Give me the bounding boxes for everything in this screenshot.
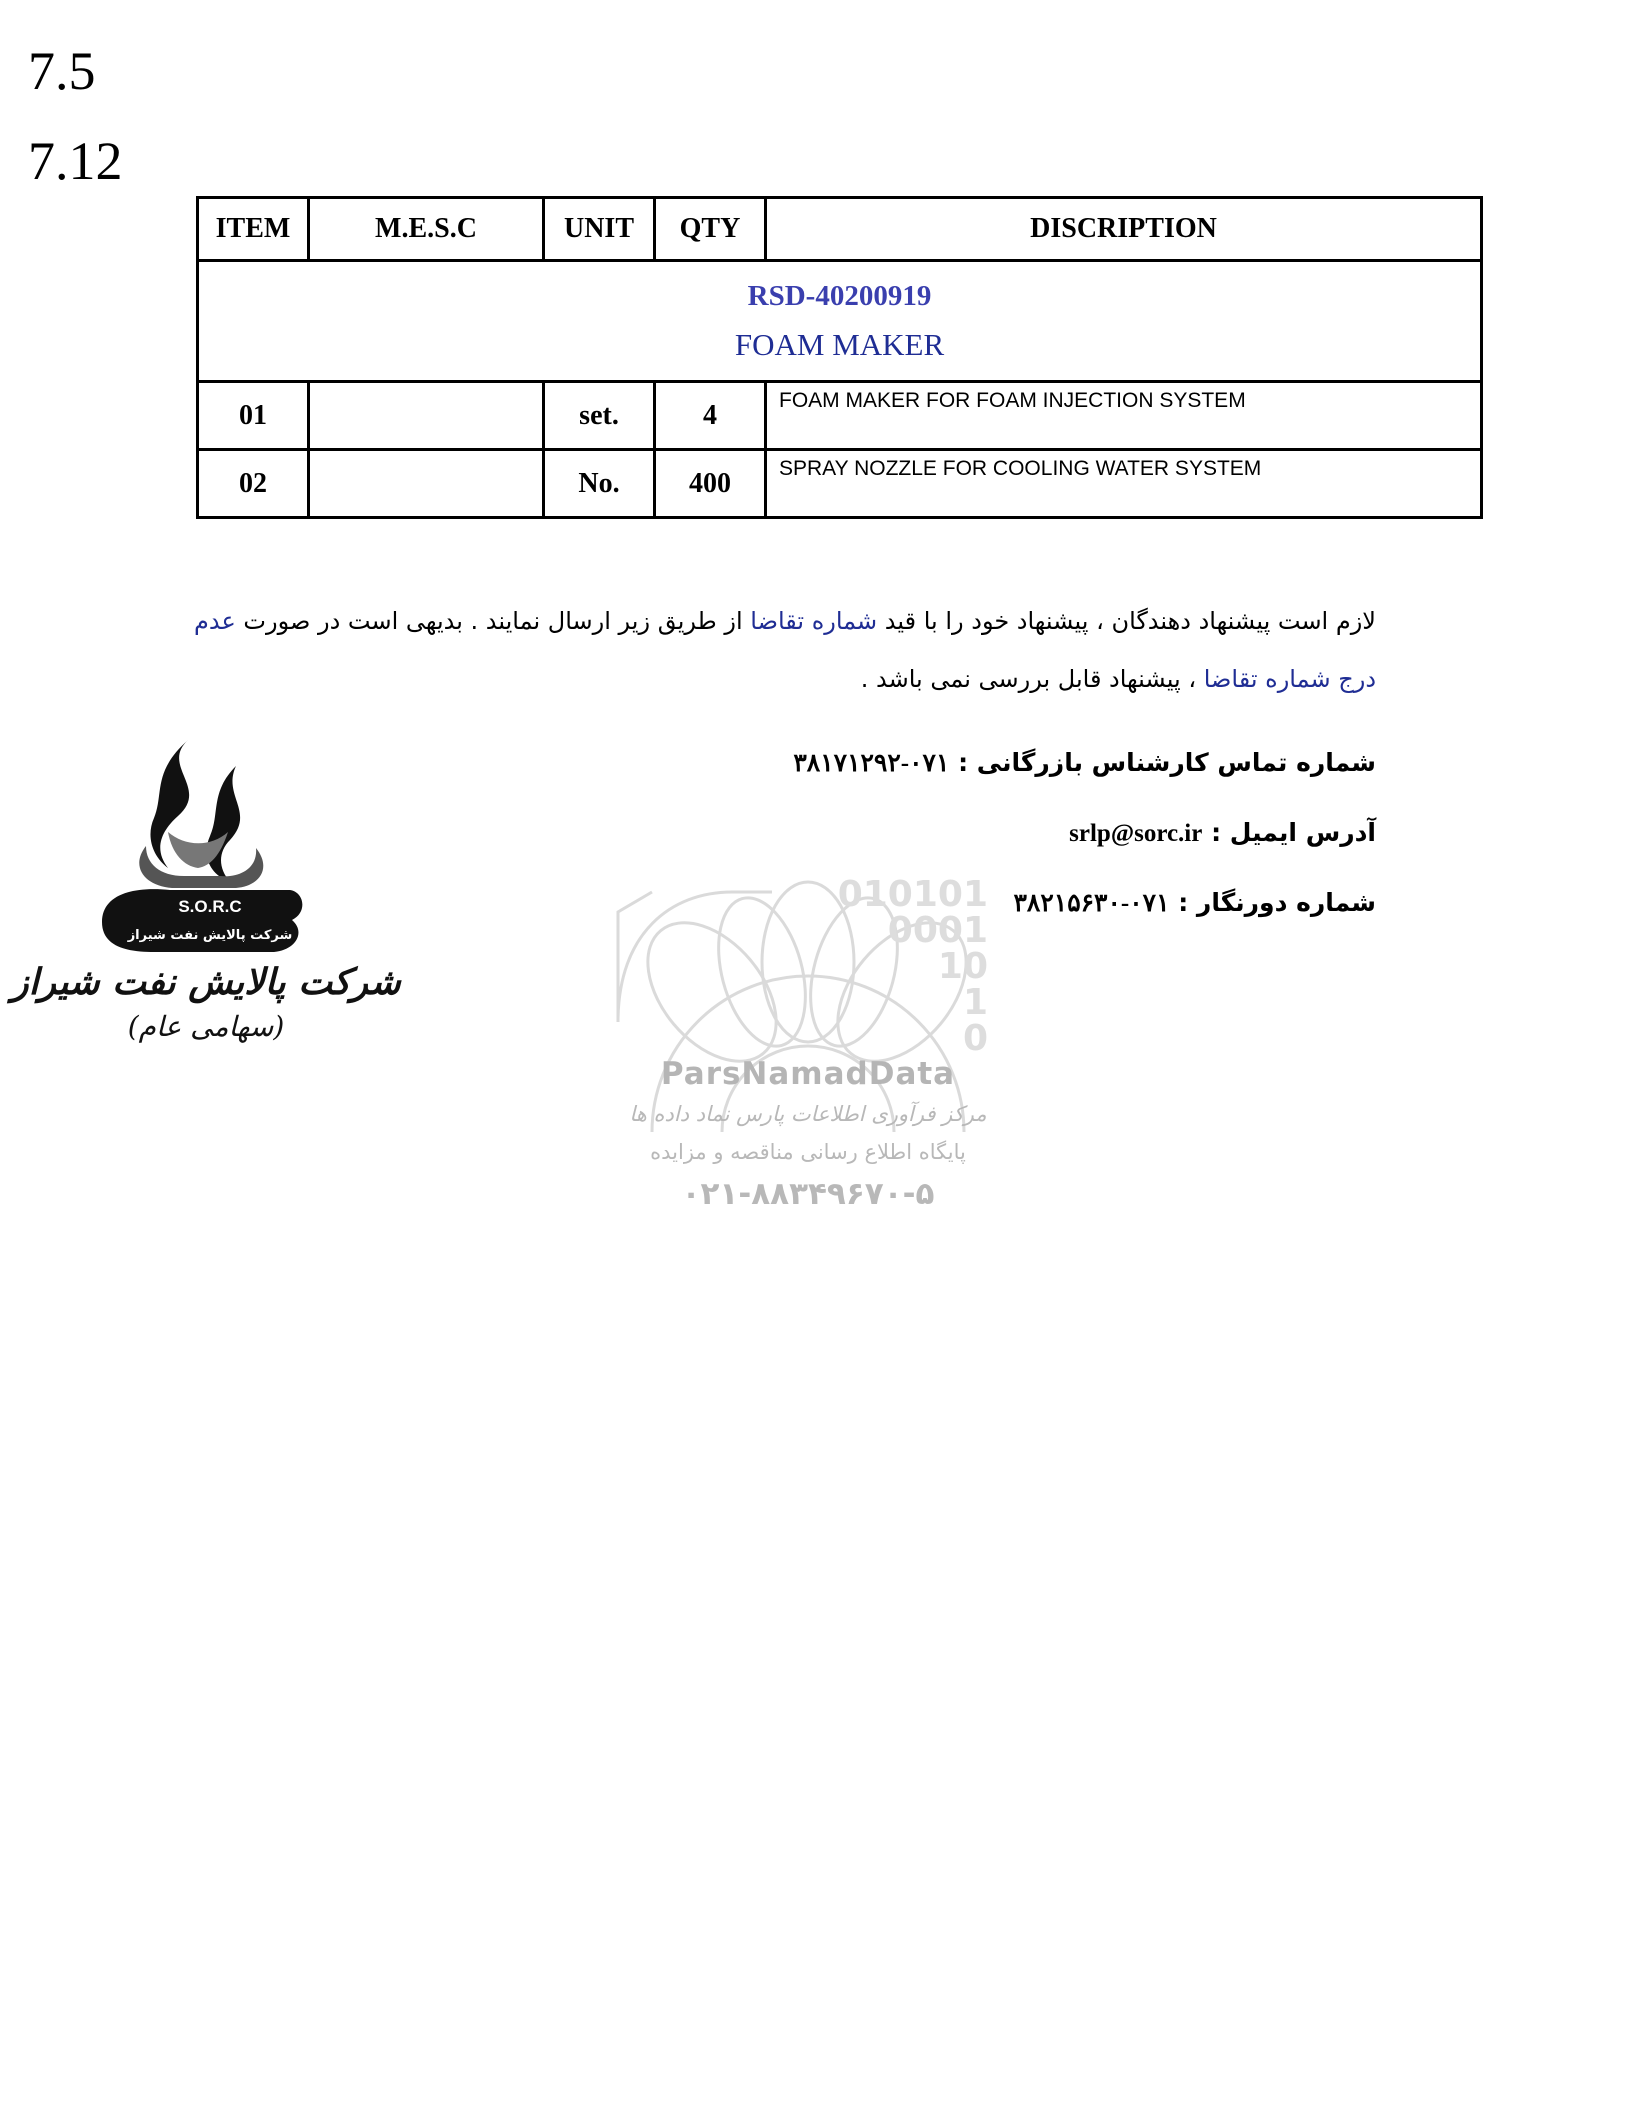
request-section <box>198 261 1482 382</box>
fax-value: ۰۷۱-۳۸۲۱۵۶۳۰ <box>1013 890 1170 917</box>
watermark-digits-4: 1 <box>962 982 988 1023</box>
notice-highlight-request-number: شماره تقاضا <box>750 607 878 635</box>
watermark-phone: ۰۲۱-۸۸۳۴۹۶۷۰-۵ <box>681 1176 935 1212</box>
watermark-digits-3: 10 <box>937 946 988 987</box>
table-header-row <box>198 198 1482 261</box>
notice-text-3: ، پیشنهاد قابل بررسی نمی باشد . <box>860 665 1204 693</box>
company-logo <box>11 736 401 1056</box>
cell-unit: set. <box>544 382 655 450</box>
cell-description: SPRAY NOZZLE FOR COOLING WATER SYSTEM <box>766 450 1482 518</box>
logo-small-text: شرکت پالایش نفت شیراز <box>127 928 293 943</box>
watermark-brand: ParsNamadData <box>660 1056 956 1092</box>
header-qty: QTY <box>655 198 766 261</box>
request-title: FOAM MAKER <box>734 326 945 362</box>
watermark-digits-2: 0001 <box>887 910 988 951</box>
sorc-badge <box>102 889 302 952</box>
items-table <box>196 196 1483 519</box>
flame-icon <box>139 740 263 888</box>
table-row <box>198 382 1482 450</box>
cell-item: 02 <box>198 450 309 518</box>
cell-qty: 400 <box>655 450 766 518</box>
notice-text-2: از طریق زیر ارسال نمایند . بدیهی است در صورت <box>235 607 751 635</box>
cell-mesc <box>309 382 544 450</box>
fax-label: شماره دورنگار : <box>1169 888 1376 917</box>
table-row <box>198 450 1482 518</box>
email-link[interactable]: srlp@sorc.ir <box>1069 820 1203 847</box>
header-description: DISCRIPTION <box>766 198 1482 261</box>
cell-qty: 4 <box>655 382 766 450</box>
cell-unit: No. <box>544 450 655 518</box>
submission-notice <box>190 592 1376 708</box>
notice-highlight-missing-number: عدم درج شماره تقاضا <box>194 607 1376 693</box>
watermark-digits-5: 0 <box>962 1018 988 1059</box>
logo-company-name: شرکت پالایش نفت شیراز <box>11 961 401 1003</box>
logo-company-type: (سهامی عام) <box>127 1010 285 1043</box>
request-section-row <box>198 261 1482 382</box>
request-number: RSD-40200919 <box>747 279 932 312</box>
phone-label: شماره تماس کارشناس بازرگانی : <box>949 748 1376 777</box>
contact-phone-line <box>760 748 1376 778</box>
logo-badge-text: S.O.R.C <box>178 897 242 916</box>
header-unit: UNIT <box>544 198 655 261</box>
watermark-subtitle: مرکز فرآوری اطلاعات پارس نماد داده ها <box>629 1102 987 1126</box>
watermark-digits-1: 010101 <box>837 874 988 915</box>
contact-email-line <box>760 818 1376 848</box>
header-mesc: M.E.S.C <box>309 198 544 261</box>
phone-value: ۰۷۱-۳۸۱۷۱۲۹۲ <box>793 750 950 777</box>
cell-description: FOAM MAKER FOR FOAM INJECTION SYSTEM <box>766 382 1482 450</box>
page-number-secondary: 7.12 <box>28 131 123 191</box>
cell-item: 01 <box>198 382 309 450</box>
email-label: آدرس ایمیل : <box>1202 818 1376 847</box>
watermark-subtitle-2: پایگاه اطلاع رسانی مناقصه و مزایده <box>650 1140 966 1164</box>
cell-mesc <box>309 450 544 518</box>
notice-text-1: لازم است پیشنهاد دهندگان ، پیشنهاد خود را با قید <box>877 607 1376 635</box>
header-item: ITEM <box>198 198 309 261</box>
page-number-primary: 7.5 <box>28 41 96 101</box>
